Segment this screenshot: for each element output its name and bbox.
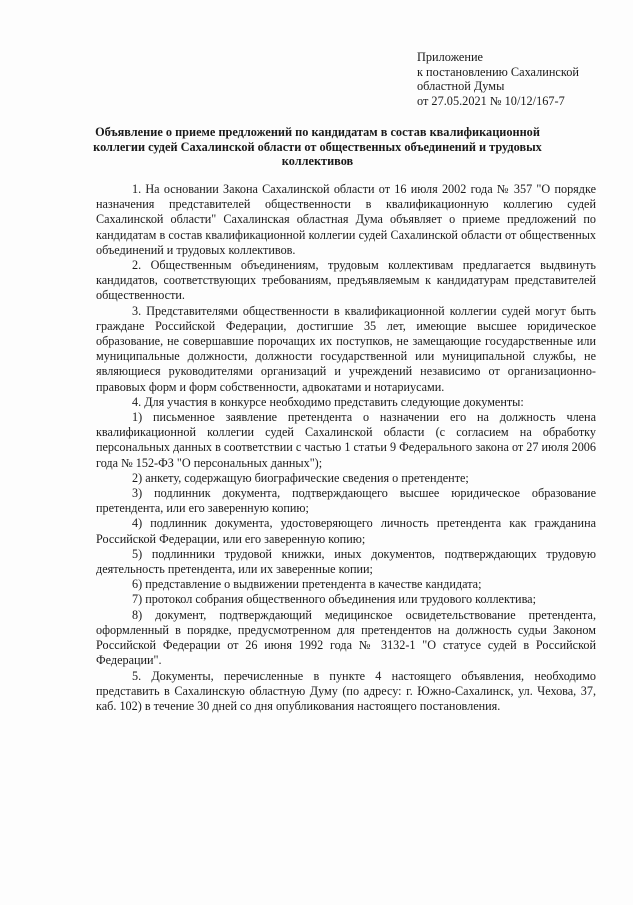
appendix-line: областной Думы <box>417 79 505 94</box>
list-item-2: 2) анкету, содержащую биографические сведения о претенденте; <box>132 470 469 485</box>
list-item-3: 3) подлинник документа, подтверждающего высшее юридическое образование претендента, или его заверенную копию; <box>96 486 596 516</box>
paragraph-4: 4. Для участия в конкурсе необходимо представить следующие документы: <box>132 394 524 409</box>
appendix-line: к постановлению Сахалинской <box>417 64 579 79</box>
list-item-5: 5) подлинники трудовой книжки, иных документов, подтверждающих трудовую деятельность претендента, или их заверенные копии; <box>96 546 596 577</box>
list-item-7: 7) протокол собрания общественного объединения или трудового коллектива; <box>132 592 536 607</box>
list-item-6: 6) представление о выдвижении претендента в качестве кандидата; <box>132 577 482 592</box>
list-item-4: 4) подлинник документа, удостоверяющего личность претендента как гражданина Российской Федерации, или его заверенную копию; <box>96 516 596 546</box>
document-title: Объявление о приеме предложений по кандидатам в состав квалификационной коллегии судей Сахалинской области от общественных объединений и трудовых коллективов <box>93 125 542 169</box>
list-item-8: 8) документ, подтверждающий медицинское освидетельствование претендента, оформленный в порядке, предусмотренном для претендентов на должность судьи Законом Российской Федерации от 26 июня 1992 года № 3132-1 "О статусе судей в Российской Федерации". <box>96 607 596 668</box>
document-body <box>96 182 596 714</box>
paragraph-2: 2. Общественным объединениям, трудовым коллективам предлагается выдвинуть кандидатов, соответствующих требованиям, предъявляемым к кандидатурам представителей общественности. <box>96 258 596 303</box>
appendix-block <box>417 50 627 108</box>
paragraph-3: 3. Представителями общественности в квалификационной коллегии судей могут быть граждане Российской Федерации, достигшие 35 лет, имеющие высшее юридическое образование, не совершавшие порочащих их поступков, не замещающие государственные или муниципальные должности, должности государственной или муниципальной службы, не являющиеся руководителями организаций и учреждений независимо от организационно-правовых форм и форм собственности, адвокатами и нотариусами. <box>96 303 596 394</box>
appendix-line: Приложение <box>417 50 483 64</box>
paragraph-1: 1. На основании Закона Сахалинской области от 16 июля 2002 года № 357 "О порядке назначения представителей общественности в квалификационную коллегию судей Сахалинской области" Сахалинская областная Дума объявляет о приеме предложений по кандидатам в состав квалификационной коллегии судей Сахалинской области от общественных объединений и трудовых коллективов. <box>96 182 596 257</box>
paragraph-5: 5. Документы, перечисленные в пункте 4 настоящего объявления, необходимо представить в Сахалинскую областную Думу (по адресу: г. Южно-Сахалинск, ул. Чехова, 37, каб. 102) в течение 30 дней со дня опубликования настоящего постановления. <box>96 668 596 713</box>
list-item-1: 1) письменное заявление претендента о назначении его на должность члена квалификационной коллегии судей Сахалинской области (с согласием на обработку персональных данных в соответствии с частью 1 статьи 9 Федерального закона от 27 июля 2006 года № 152-ФЗ "О персональных данных"); <box>96 410 596 470</box>
appendix-line: от 27.05.2021 № 10/12/167-7 <box>417 93 565 108</box>
